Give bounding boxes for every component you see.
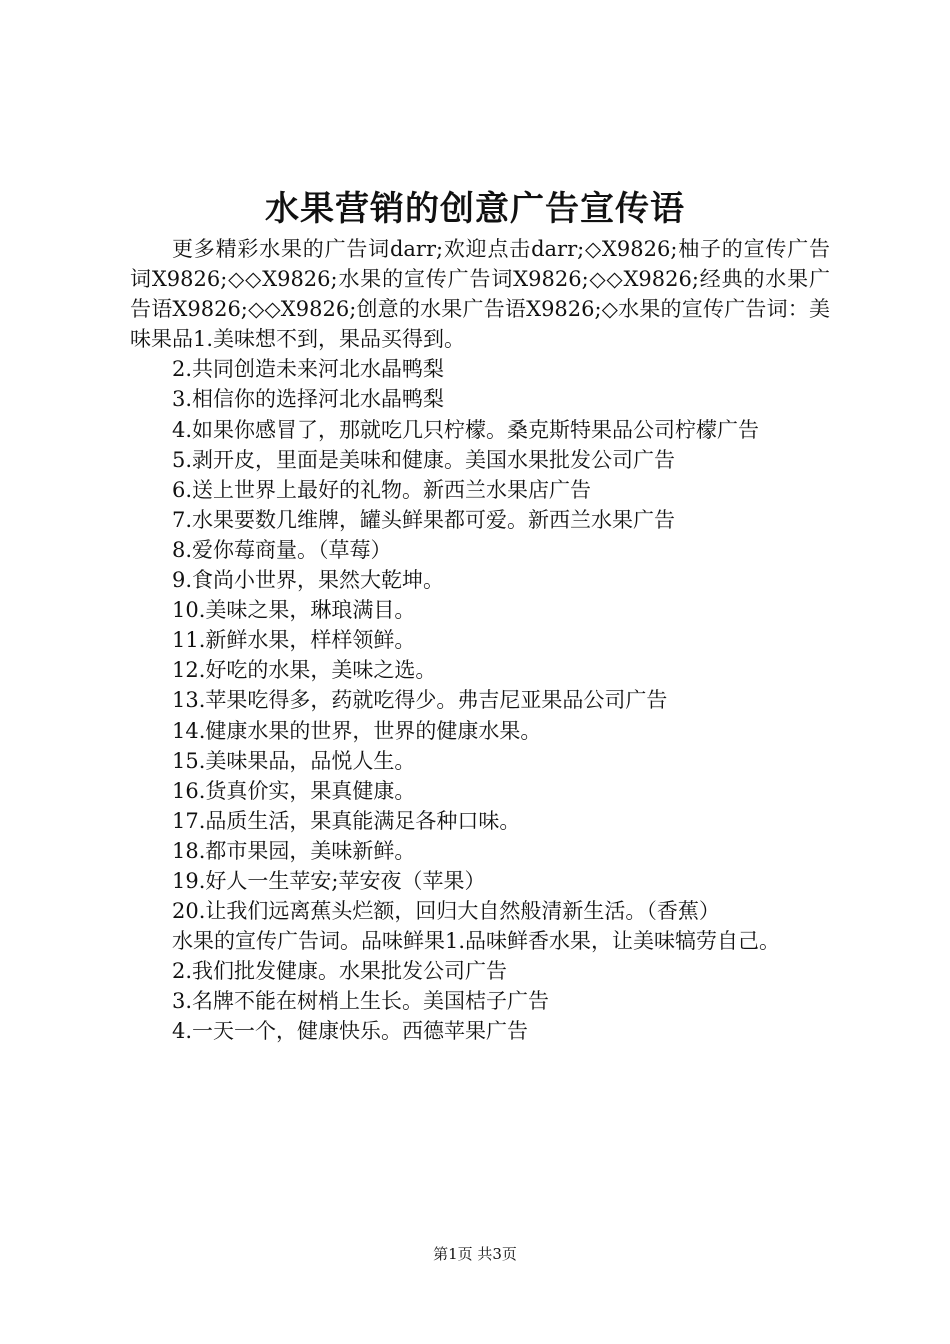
paragraph: 20.让我们远离蕉头烂额，回归大自然般清新生活。（香蕉） [172,899,720,924]
paragraph: 4.一天一个，健康快乐。西德苹果广告 [172,1019,529,1044]
paragraph: 5.剥开皮，里面是美味和健康。美国水果批发公司广告 [172,447,676,472]
paragraph: 7.水果要数几维牌，罐头鲜果都可爱。新西兰水果广告 [172,507,676,532]
paragraph: 9.食尚小世界，果然大乾坤。 [172,568,445,593]
paragraph: 12.好吃的水果，美味之选。 [172,658,437,683]
document-title: 水果营销的创意广告宣传语 [265,189,685,229]
paragraph: 10.美味之果，琳琅满目。 [172,598,416,623]
paragraph: 19.好人一生苹安;苹安夜（苹果） [172,868,486,893]
paragraph: 4.如果你感冒了，那就吃几只柠檬。桑克斯特果品公司柠檬广告 [172,417,760,442]
paragraph: 3.相信你的选择河北水晶鸭梨 [172,387,445,412]
paragraph: 14.健康水果的世界，世界的健康水果。 [172,718,542,743]
paragraph: 3.名牌不能在树梢上生长。美国桔子广告 [172,989,550,1014]
paragraph: 6.送上世界上最好的礼物。新西兰水果店广告 [172,477,592,502]
page-number-footer: 第1页 共3页 [433,1245,517,1263]
paragraph: 17.品质生活，果真能满足各种口味。 [172,808,521,833]
paragraph: 更多精彩水果的广告词darr;欢迎点击darr;◇X9826;柚子的宣传广告词X9826;◇◇X9826;水果的宣传广告词X9826;◇◇X9826;经典的水果广告语X9826;◇◇X9826;创意的水果广告语X9826;◇水果的宣传广告词：美味果品1.美味想不到，果品买得到。 [130,237,830,352]
paragraph: 16.货真价实，果真健康。 [172,778,416,803]
paragraph: 2.共同创造未来河北水晶鸭梨 [172,357,445,382]
paragraph: 18.都市果园，美味新鲜。 [172,838,416,863]
paragraph: 2.我们批发健康。水果批发公司广告 [172,959,508,984]
paragraph: 13.苹果吃得多，药就吃得少。弗吉尼亚果品公司广告 [172,688,668,713]
paragraph: 15.美味果品，品悦人生。 [172,748,416,773]
paragraph: 8.爱你莓商量。（草莓） [172,537,392,562]
document-body [130,234,830,1047]
paragraph: 11.新鲜水果，样样领鲜。 [172,628,416,653]
paragraph: 水果的宣传广告词。品味鲜果1.品味鲜香水果，让美味犒劳自己。 [172,929,781,954]
